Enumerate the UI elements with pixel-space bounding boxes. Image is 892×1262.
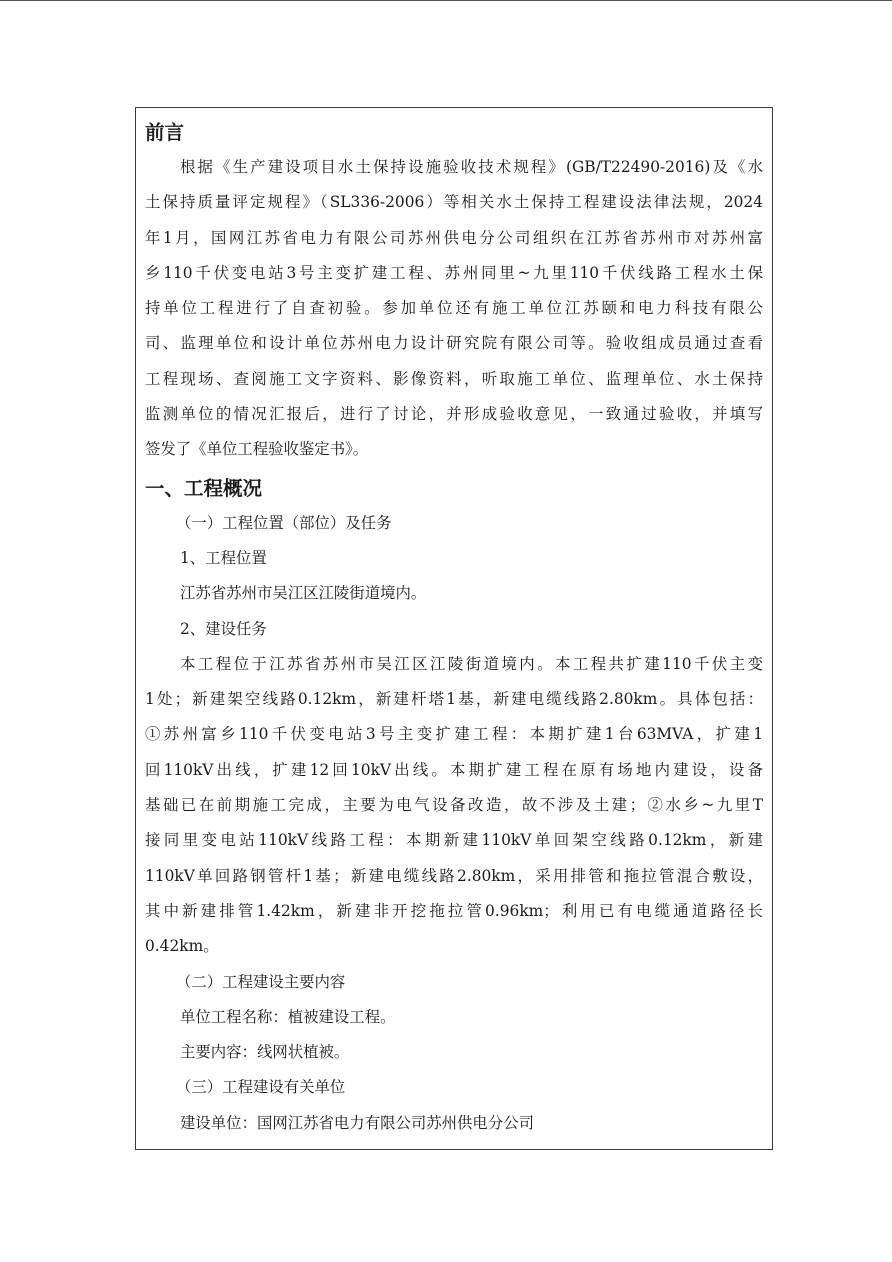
tasks-line: 110kV单回路钢管杆1基；新建电缆线路2.80km，采用排管和拖拉管混合敷设， (145, 866, 763, 885)
preface-line: 工程现场、查阅施工文字资料、影像资料，听取施工单位、监理单位、水土保持 (145, 369, 763, 388)
tasks-paragraph (145, 647, 763, 965)
preface-line: 土保持质量评定规程》（SL336-2006）等相关水土保持工程建设法律法规，2024 (145, 193, 763, 212)
page-top-rule (0, 0, 892, 1)
preface-line: 签发了《单位工程验收鉴定书》。 (145, 440, 369, 459)
builder-unit-text: 建设单位：国网江苏省电力有限公司苏州供电分公司 (180, 1113, 534, 1132)
document-frame (135, 107, 773, 1150)
subsection-units-heading: （三）工程建设有关单位 (176, 1078, 346, 1097)
subsection-location-heading: （一）工程位置（部位）及任务 (176, 513, 392, 532)
tasks-line: 0.42km。 (145, 937, 219, 956)
tasks-line: 本工程位于江苏省苏州市吴江区江陵街道境内。本工程共扩建110千伏主变 (180, 654, 763, 673)
preface-line: 持单位工程进行了自查初验。参加单位还有施工单位江苏颐和电力科技有限公 (145, 299, 763, 318)
subsection-content-heading: （二）工程建设主要内容 (176, 972, 346, 991)
preface-paragraph (145, 150, 763, 468)
item-tasks-title: 2、建设任务 (180, 619, 267, 638)
tasks-line: 回110kV出线，扩建12回10kV出线。本期扩建工程在原有场地内建设，设备 (145, 760, 763, 779)
tasks-line: ①苏州富乡110千伏变电站3号主变扩建工程：本期扩建1台63MVA，扩建1 (145, 725, 763, 744)
item-location-title: 1、工程位置 (180, 548, 267, 567)
section-overview-heading: 一、工程概况 (145, 476, 263, 500)
tasks-line: 1处；新建架空线路0.12km，新建杆塔1基，新建电缆线路2.80km。具体包括： (145, 690, 763, 709)
preface-heading: 前言 (145, 121, 185, 144)
main-content-text: 主要内容：线网状植被。 (180, 1043, 350, 1062)
preface-line: 乡110千伏变电站3号主变扩建工程、苏州同里~九里110千伏线路工程水土保 (145, 263, 763, 282)
unit-project-name: 单位工程名称：植被建设工程。 (180, 1007, 396, 1026)
tasks-line: 接同里变电站110kV线路工程：本期新建110kV单回架空线路0.12km，新建 (145, 831, 763, 850)
tasks-line: 其中新建排管1.42km，新建非开挖拖拉管0.96km；利用已有电缆通道路径长 (145, 901, 763, 920)
preface-line: 根据《生产建设项目水土保持设施验收技术规程》(GB/T22490-2016)及《水 (180, 158, 763, 176)
tasks-line: 基础已在前期施工完成，主要为电气设备改造，故不涉及土建；②水乡~九里T (145, 796, 763, 815)
preface-line: 司、监理单位和设计单位苏州电力设计研究院有限公司等。验收组成员通过查看 (145, 334, 763, 353)
preface-line: 监测单位的情况汇报后，进行了讨论，并形成验收意见，一致通过验收，并填写 (145, 405, 763, 424)
preface-line: 年1月，国网江苏省电力有限公司苏州供电分公司组织在江苏省苏州市对苏州富 (145, 228, 763, 247)
item-location-text: 江苏省苏州市吴江区江陵街道境内。 (180, 584, 427, 603)
